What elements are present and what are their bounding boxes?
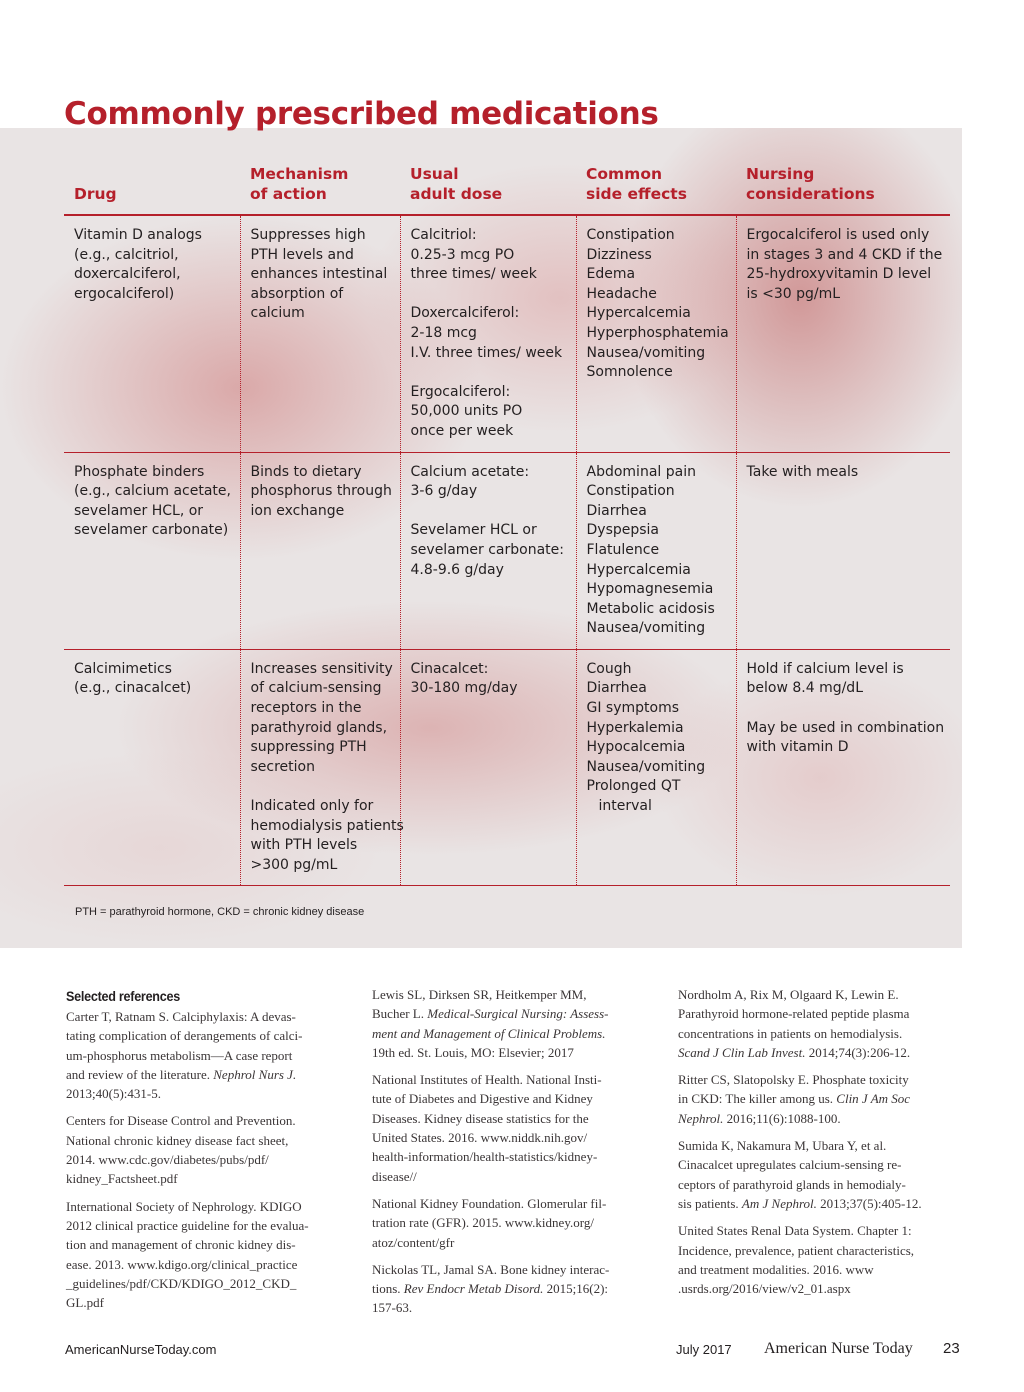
header-drug: Drug — [64, 160, 240, 215]
drug-cell: Calcimimetics (e.g., cinacalcet) — [64, 649, 240, 886]
reference-item: Sumida K, Nakamura M, Ubara Y, et al. Cinacalcet upregulates calcium-sensing re- ceptors of parathyroid glands in hemodialy- sis patients. Am J Nephrol. 2013;37(5):405-12. — [678, 1138, 922, 1211]
side-effects-cell: Abdominal pain Constipation Diarrhea Dyspepsia Flatulence Hypercalcemia Hypomagnesemia Metabolic acidosis Nausea/vomiting — [576, 452, 736, 649]
side-effects-cell: Cough Diarrhea GI symptoms Hyperkalemia Hypocalcemia Nausea/vomiting Prolonged QT interval — [576, 649, 736, 886]
nursing-cell: Take with meals — [736, 452, 950, 649]
reference-item: National Kidney Foundation. Glomerular fil- tration rate (GFR). 2015. www.kidney.org/ atoz/content/gfr — [372, 1195, 607, 1250]
footer-date: July 2017 — [676, 1342, 732, 1357]
reference-item: Carter T, Ratnam S. Calciphylaxis: A devas- tating complication of derangements of calci- um-phosphorus metabolism—A case report and review of the literature. Nephrol Nurs J. 2013;40(5):431-5. — [66, 1009, 303, 1102]
reference-item: Nordholm A, Rix M, Olgaard K, Lewin E. Parathyroid hormone-related peptide plasma concentrations in patients on hemodialysis. Scand J Clin Lab Invest. 2014;74(3):206-12. — [678, 987, 911, 1060]
reference-item: Ritter CS, Slatopolsky E. Phosphate toxicity in CKD: The killer among us. Clin J Am Soc Nephrol. 2016;11(6):1088-100. — [678, 1072, 911, 1126]
reference-item: Centers for Disease Control and Prevention. National chronic kidney disease fact sheet, 2014. www.cdc.gov/diabetes/pubs/pdf/ kidney_Factsheet.pdf — [66, 1113, 296, 1187]
medications-table — [64, 160, 950, 886]
reference-item: United States Renal Data System. Chapter 1: Incidence, prevalence, patient characteristics, and treatment modalities. 2016. www .usrds.org/2016/view/v2_01.aspx — [678, 1223, 915, 1297]
references-column-3 — [678, 985, 962, 1306]
reference-item: Lewis SL, Dirksen SR, Heitkemper MM, Bucher L. Medical-Surgical Nursing: Assess- ment and Management of Clinical Problems. 19th ed. St. Louis, MO: Elsevier; 2017 — [372, 987, 609, 1060]
table-row — [64, 452, 950, 649]
dose-cell: Calcium acetate: 3-6 g/day Sevelamer HCL or sevelamer carbonate: 4.8-9.6 g/day — [400, 452, 576, 649]
drug-cell: Phosphate binders (e.g., calcium acetate, sevelamer HCL, or sevelamer carbonate) — [64, 452, 240, 649]
side-effects-cell: Constipation Dizziness Edema Headache Hypercalcemia Hyperphosphatemia Nausea/vomiting Somnolence — [576, 215, 736, 452]
table-footnote: PTH = parathyroid hormone, CKD = chronic kidney disease — [75, 906, 365, 918]
header-mechanism: Mechanism of action — [240, 160, 400, 215]
page-title: Commonly prescribed medications — [64, 96, 659, 132]
nursing-cell: Hold if calcium level is below 8.4 mg/dL May be used in combination with vitamin D — [736, 649, 950, 886]
header-dose: Usual adult dose — [400, 160, 576, 215]
mechanism-cell: Increases sensitivity of calcium-sensing receptors in the parathyroid glands, suppressing PTH secretion Indicated only for hemodialysis patients with PTH levels >300 pg/mL — [240, 649, 400, 886]
footer-page-number: 23 — [943, 1340, 960, 1357]
nursing-cell: Ergocalciferol is used only in stages 3 and 4 CKD if the 25-hydroxyvitamin D level is <30 pg/mL — [736, 215, 950, 452]
reference-item: International Society of Nephrology. KDIGO 2012 clinical practice guideline for the evalua- tion and management of chronic kidney dis- ease. 2013. www.kdigo.org/clinical_practice _guidelines/pdf/CKD/KDIGO_2012_CKD_ GL.pdf — [66, 1198, 309, 1311]
drug-cell: Vitamin D analogs (e.g., calcitriol, doxercalciferol, ergocalciferol) — [64, 215, 240, 452]
dose-cell: Cinacalcet: 30-180 mg/day — [400, 649, 576, 886]
dose-cell: Calcitriol: 0.25-3 mcg PO three times/ week Doxercalciferol: 2-18 mcg I.V. three times/ week Ergocalciferol: 50,000 units PO once per week — [400, 215, 576, 452]
footer-magazine: American Nurse Today — [764, 1340, 913, 1357]
references-heading: Selected references — [66, 988, 180, 1004]
mechanism-cell: Binds to dietary phosphorus through ion exchange — [240, 452, 400, 649]
reference-item: National Institutes of Health. National Insti- tute of Diabetes and Digestive and Kidney Diseases. Kidney disease statistics for the United States. 2016. www.niddk.nih.gov/ health-information/health-statistics/kidney- disease// — [372, 1072, 602, 1184]
references-column-1 — [66, 985, 350, 1320]
table-row — [64, 215, 950, 452]
table-header-row — [64, 160, 950, 215]
header-side-effects: Common side effects — [576, 160, 736, 215]
reference-item: Nickolas TL, Jamal SA. Bone kidney interac- tions. Rev Endocr Metab Disord. 2015;16(2): 157-63. — [372, 1261, 610, 1316]
references-column-2 — [372, 985, 654, 1326]
footer-website: AmericanNurseToday.com — [65, 1342, 217, 1357]
mechanism-cell: Suppresses high PTH levels and enhances intestinal absorption of calcium — [240, 215, 400, 452]
header-nursing: Nursing considerations — [736, 160, 950, 215]
table-row — [64, 649, 950, 886]
